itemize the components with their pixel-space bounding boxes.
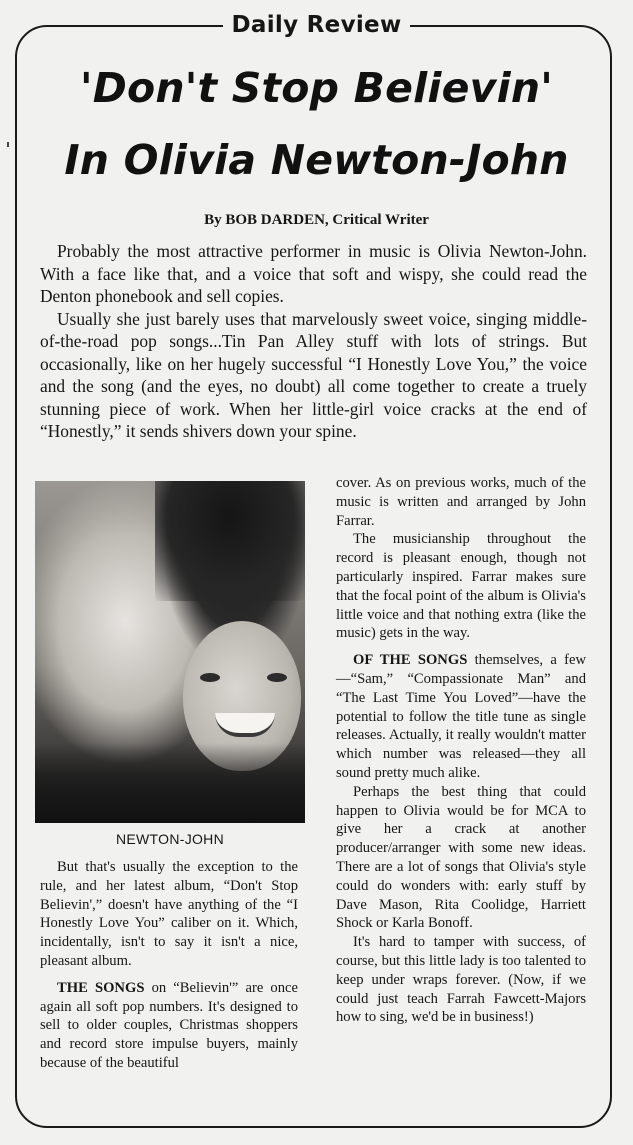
column-paragraph [40, 858, 298, 971]
photo-eye [267, 673, 287, 682]
headline-line-2: In Olivia Newton-John [64, 136, 569, 184]
photo-hair [155, 481, 305, 601]
margin-mark [7, 142, 9, 147]
column-paragraph [336, 474, 586, 530]
paragraph-text: The musicianship throughout the record is pleasant enough, though not particularly inspired. Farrar makes sure that the focal point of the album is Olivia's little voice and that nothing extra (like the music) gets in the way. [336, 531, 586, 642]
headline-line-1: 'Don't Stop Believin' [80, 64, 553, 112]
photo-eye [200, 673, 220, 682]
paragraph-text: It's hard to tamper with success, of course, but this little lady is too talented to keep under wraps forever. (Now, if we could just teach Farrah Fawcett-Majors how to sing, we'd be in business!) [336, 934, 586, 1026]
column-paragraph [40, 979, 298, 1073]
right-column [336, 474, 586, 1027]
column-paragraph [336, 530, 586, 643]
paragraph-text: cover. As on previous works, much of the music is written and arranged by John Farrar. [336, 475, 586, 529]
photo-caption: NEWTON-JOHN [115, 831, 225, 847]
paragraph-text: Perhaps the best thing that could happen to Olivia would be for MCA to give her a crack at another producer/arranger with some new ideas. There are a lot of songs that Olivia's style could do wonders with: early stuff by Dave Mason, Rita Coolidge, Harriett Shock or Karla Bonoff. [336, 783, 586, 932]
photo-shoulders [35, 743, 305, 823]
paragraph-text: But that's usually the exception to the rule, and her latest album, “Don't Stop Believin',” doesn't have anything of the “I Honestly Love You” caliber on it. Which, incidentally, isn't to say it isn't a nice, pleasant album. [40, 859, 298, 969]
run-in-heading: OF THE SONGS [353, 652, 468, 669]
lead-paragraph: Probably the most attractive performer in music is Olivia Newton-John. With a face like that, and a voice that soft and wispy, she could read the Denton phonebook and sell copies. [40, 241, 587, 306]
lead-paragraph: Usually she just barely uses that marvelously sweet voice, singing middle-of-the-road pop songs...Tin Pan Alley stuff with lots of strings. But occasionally, like on her hugely successful “I Honestly Love You,” the voice and the song (and the eyes, no doubt) all come together to create a truely stunning piece of work. When her little-girl voice cracks at the end of “Honestly,” it sends shivers down your spine. [40, 308, 587, 441]
column-paragraph [336, 651, 586, 783]
column-paragraph [336, 783, 586, 933]
left-column [40, 858, 298, 1073]
run-in-heading: THE SONGS [57, 979, 145, 996]
column-paragraph [336, 933, 586, 1027]
paragraph-text: on “Believin'” are once again all soft pop numbers. It's designed to sell to older couples, Christmas shoppers and record store impulse buyers, mainly because of the beautiful [40, 979, 298, 1071]
section-label-text: Daily Review [223, 12, 409, 38]
lead-paragraphs [40, 240, 587, 443]
paragraph-text: themselves, a few—“Sam,” “Compassionate Man” and “The Last Time You Loved”—have the potential to follow the title tune as single releases. Actually, it really wouldn't matter which number was released—they all sound pretty much alike. [336, 652, 586, 781]
byline: By BOB DARDEN, Critical Writer [204, 212, 429, 228]
section-label [0, 12, 633, 38]
portrait-photo [35, 481, 305, 823]
